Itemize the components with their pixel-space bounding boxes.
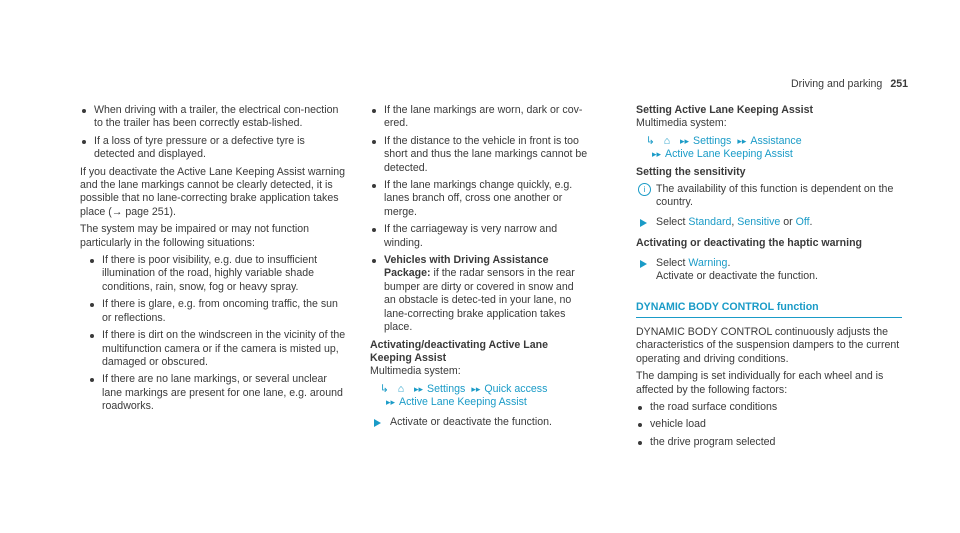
subheading: Setting the sensitivity — [636, 165, 746, 178]
option-off[interactable]: Off — [795, 215, 810, 228]
option-warning[interactable]: Warning — [688, 256, 728, 269]
bullet-list-top — [80, 104, 346, 162]
separator: or — [780, 215, 796, 228]
home-icon[interactable]: ⌂ — [397, 382, 405, 395]
chevron-right-icon: ▸▸ — [680, 135, 690, 146]
factor-list — [636, 401, 902, 449]
paragraph-text: If you deactivate the Active Lane Keeping Assist warning and the lane markings cannot be clearly detected, it is possible that no lane-correcting brake application takes place (→ page 251). — [80, 165, 346, 218]
separator: . — [809, 215, 813, 228]
paragraph: DYNAMIC BODY CONTROL continuously adjusts the characteristics of the suspension dampers to the current operating and driving conditions. — [636, 325, 900, 365]
path-assistance[interactable]: Assistance — [750, 134, 802, 147]
list-item-package — [370, 254, 588, 334]
step-text: Activate or deactivate the function. — [390, 415, 552, 428]
home-icon[interactable]: ⌂ — [663, 134, 671, 147]
option-sensitive[interactable]: Sensitive — [737, 215, 781, 228]
step-result: Activate or deactivate the function. — [656, 270, 818, 283]
chevron-right-icon: ▸▸ — [386, 397, 396, 408]
column-3 — [636, 104, 902, 453]
list-item: If the lane markings are worn, dark or cov-ered. — [370, 104, 588, 131]
path-active-lane-keeping-assist[interactable]: Active Lane Keeping Assist — [665, 148, 793, 161]
list-item: If the lane markings change quickly, e.g. lanes branch off, cross one another or merge. — [370, 179, 588, 219]
section-heading: Activating/deactivating Active Lane Keeping Assist — [370, 338, 548, 364]
paragraph: The damping is set individually for each wheel and is affected by the following factors: — [636, 370, 884, 396]
chevron-right-icon: ▸▸ — [414, 383, 424, 394]
instruction-step — [636, 216, 902, 229]
chevron-right-icon: ▸▸ — [737, 135, 747, 146]
instruction-step — [370, 416, 588, 429]
list-item: vehicle load — [636, 418, 902, 431]
list-item: If there is poor visibility, e.g. due to insufficient illumination of the road, highly variable shade conditions, rain, snow, fog or heavy spray. — [88, 254, 346, 294]
list-item: If there is glare, e.g. from oncoming traffic, the sun or reflections. — [88, 298, 346, 325]
info-icon: i — [638, 183, 651, 196]
path-settings[interactable]: Settings — [427, 382, 466, 395]
note-text: The availability of this function is dependent on the country. — [656, 183, 894, 209]
list-item: If a loss of tyre pressure or a defective tyre is detected and displayed. — [80, 135, 346, 162]
page-header — [791, 78, 908, 91]
chevron-right-icon: ▸▸ — [652, 149, 662, 160]
menu-path — [380, 383, 588, 410]
list-item: the drive program selected — [636, 436, 902, 449]
separator: . — [727, 256, 731, 269]
submenu-arrow-icon: ↳ — [646, 134, 655, 147]
path-active-lane-keeping-assist[interactable]: Active Lane Keeping Assist — [399, 396, 527, 409]
list-item: the road surface conditions — [636, 401, 902, 414]
note — [636, 183, 902, 210]
package-text: if the radar sensors in the rear bumper are dirty or covered in snow and an obstacle is detec-ted in your lane, no lane-correcting brake application takes place. — [384, 267, 575, 334]
path-settings[interactable]: Settings — [693, 134, 732, 147]
subheading: Activating or deactivating the haptic warning — [636, 237, 863, 250]
step-arrow-icon — [640, 219, 647, 227]
system-label: Multimedia system: — [370, 365, 461, 378]
list-item: If there is dirt on the windscreen in the vicinity of the multifunction camera or if the camera is misted up, damaged or obscured. — [88, 329, 346, 369]
list-item: If the carriageway is very narrow and winding. — [370, 223, 588, 250]
bullet-list — [370, 104, 588, 335]
step-text: Select — [656, 256, 689, 269]
separator: , — [731, 215, 738, 228]
bullet-list-impaired — [88, 254, 346, 413]
submenu-arrow-icon: ↳ — [380, 382, 389, 395]
chevron-right-icon: ▸▸ — [471, 383, 481, 394]
step-arrow-icon — [374, 419, 381, 427]
column-2 — [370, 104, 588, 429]
paragraph — [80, 166, 346, 220]
section-title: DYNAMIC BODY CONTROL function — [636, 301, 902, 317]
path-quick-access[interactable]: Quick access — [484, 382, 548, 395]
package-label: Vehicles with Driving Assistance Package: — [384, 254, 549, 280]
column-1 — [80, 104, 346, 418]
menu-path — [646, 135, 902, 162]
paragraph: The system may be impaired or may not function particularly in the following situations: — [80, 223, 310, 249]
step-arrow-icon — [640, 260, 647, 268]
header-title: Driving and parking — [791, 78, 883, 90]
option-standard[interactable]: Standard — [688, 215, 732, 228]
section-heading: Setting Active Lane Keeping Assist — [636, 104, 813, 116]
system-label: Multimedia system: — [636, 117, 727, 130]
instruction-step — [636, 257, 902, 284]
page-number: 251 — [890, 78, 908, 90]
step-text: Select — [656, 215, 689, 228]
list-item: If the distance to the vehicle in front is too short and thus the lane markings cannot be detected. — [370, 135, 588, 175]
list-item: When driving with a trailer, the electrical con-nection to the trailer has been correctly estab-lished. — [80, 104, 346, 131]
list-item: If there are no lane markings, or several unclear lane markings are present for one lane, e.g. around roadworks. — [88, 373, 346, 413]
